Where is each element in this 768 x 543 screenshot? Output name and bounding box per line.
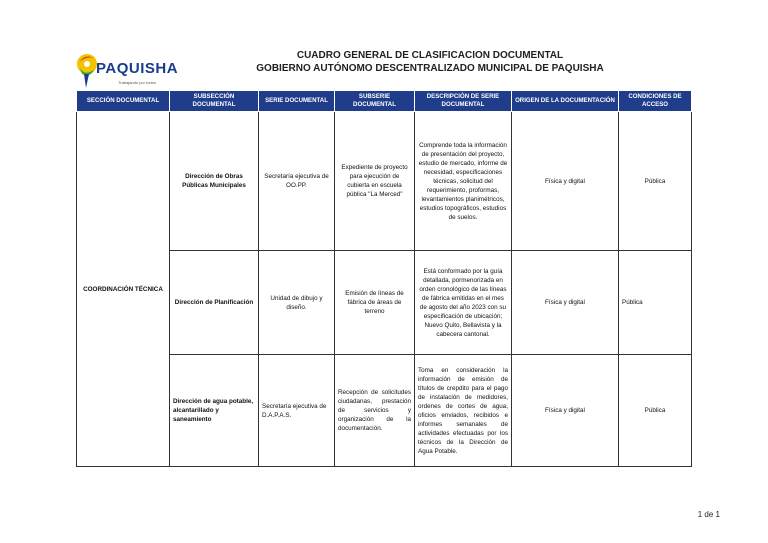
table-header-row <box>77 91 692 112</box>
logo-tagline: Trabajando por todos <box>118 80 156 85</box>
acceso-cell: Pública <box>619 112 692 251</box>
subseccion-cell: Dirección de Planificación <box>170 251 259 355</box>
serie-cell: Unidad de dibujo y diseño. <box>259 251 335 355</box>
table-row <box>77 355 692 467</box>
page-number: 1 de 1 <box>697 510 720 519</box>
header-acceso: CONDICIONES DE ACCESO <box>619 91 692 112</box>
serie-cell: Secretaría ejecutiva de D.A.P.A.S. <box>259 355 335 467</box>
subserie-cell: Expediente de proyecto para ejecución de cubierta en escuela pública "La Merced" <box>335 112 415 251</box>
header-serie: SERIE DOCUMENTAL <box>259 91 335 112</box>
header-subseccion: SUBSECCIÓN DOCUMENTAL <box>170 91 259 112</box>
paquisha-logo <box>74 52 179 92</box>
subserie-cell: Emisión de líneas de fábrica de áreas de terreno <box>335 251 415 355</box>
classification-table <box>76 90 692 467</box>
table-row <box>77 112 692 251</box>
document-subtitle: GOBIERNO AUTÓNOMO DESCENTRALIZADO MUNICIPAL DE PAQUISHA <box>256 63 604 74</box>
acceso-cell: Pública <box>619 251 692 355</box>
section-cell: COORDINACIÓN TÉCNICA <box>77 112 170 467</box>
table-row <box>77 251 692 355</box>
origen-cell: Física y digital <box>512 112 619 251</box>
origen-cell: Física y digital <box>512 355 619 467</box>
descripcion-cell: Está conformado por la guía detallada, pormenorizada en orden cronológico de las líneas de fábrica emitidas en el mes de agosto del año 2023 con su especificación de ubicación; Nuevo Quito, Bellavista y la cabecera cantonal. <box>415 251 512 355</box>
serie-cell: Secretaría ejecutiva de OO.PP. <box>259 112 335 251</box>
acceso-cell: Pública <box>619 355 692 467</box>
document-title: CUADRO GENERAL DE CLASIFICACION DOCUMENTAL <box>296 50 564 61</box>
subseccion-cell: Dirección de agua potable, alcantarillado y saneamiento <box>170 355 259 467</box>
header-descripcion: DESCRIPCIÓN DE SERIE DOCUMENTAL <box>415 91 512 112</box>
logo-wordmark: PAQUISHA <box>96 60 179 77</box>
subseccion-cell: Dirección de Obras Públicas Municipales <box>170 112 259 251</box>
header-subserie: SUBSERIE DOCUMENTAL <box>335 91 415 112</box>
header-origen: ORIGEN DE LA DOCUMENTACIÓN <box>512 91 619 112</box>
subserie-cell: Recepción de solicitudes ciudadanas, prestación de servicios y organización de la documentación. <box>335 355 415 467</box>
origen-cell: Física y digital <box>512 251 619 355</box>
descripcion-cell: Comprende toda la información de presentación del proyecto, estudio de mercado, informe de necesidad, especificaciones técnicas, solicitud del requerimiento, proformas, levantamientos planimétricos, estudios topográficos, estudios de suelos. <box>415 112 512 251</box>
header-seccion: SECCIÓN DOCUMENTAL <box>77 91 170 112</box>
descripcion-cell: Toma en consideración la información de emisión de títulos de crepdito para el pago de instalación de medidores, ordenes de cortes de agua, oficios enviados, recibidos e informes semanales de actividades efectuadas por los técnicos de la Dirección de Agua Potable. <box>415 355 512 467</box>
